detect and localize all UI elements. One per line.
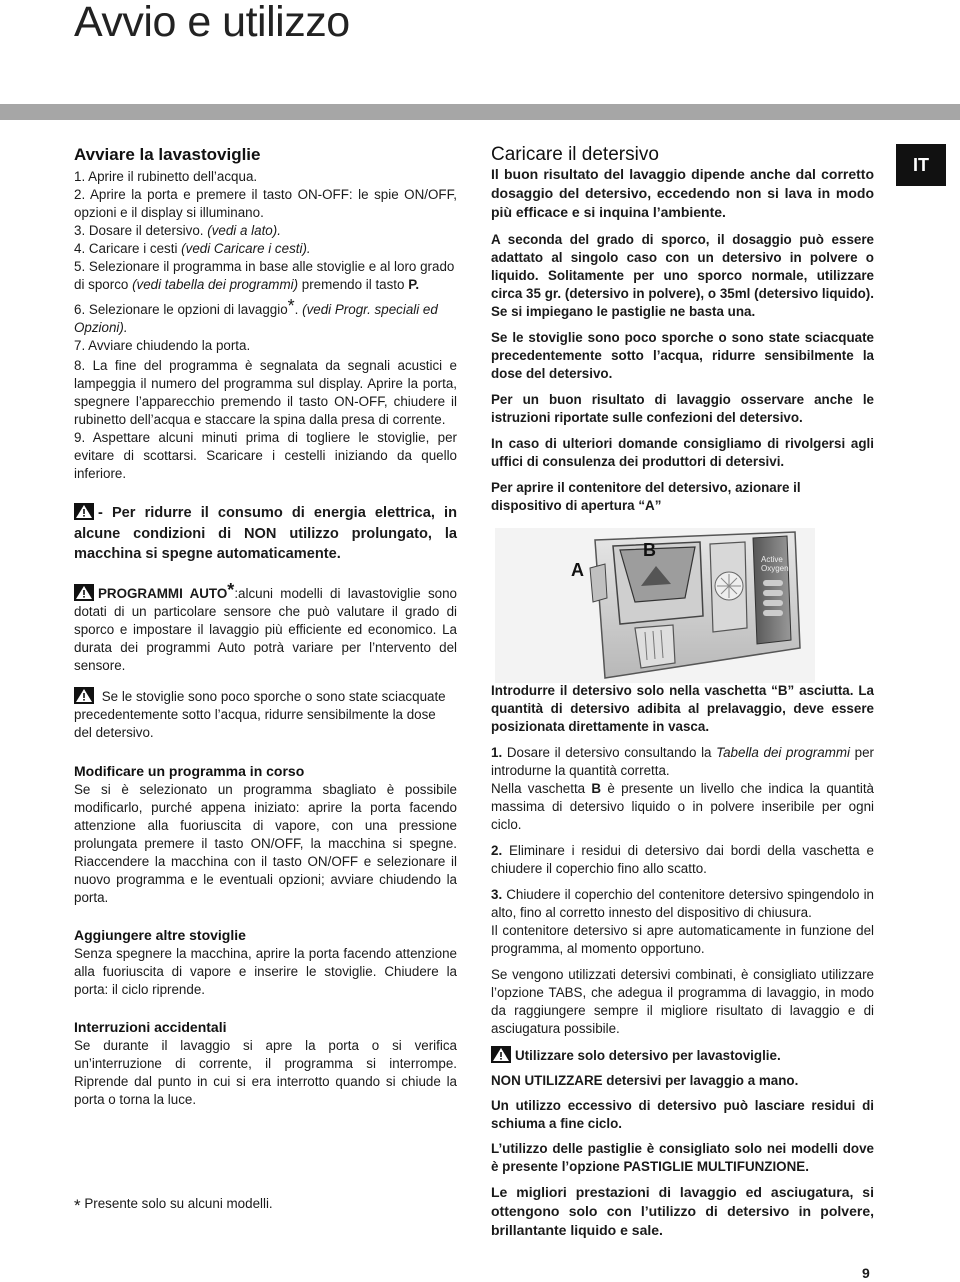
auto-programs-note: PROGRAMMI AUTO*:alcuni modelli di lavastoviglie sono dotati di un particolare sensore che può valutare il grado di sporco e impostare il lavaggio più efficiente ed economico. La durata dei programmi Auto potrà variare per l’ntervento del sensore. (74, 579, 457, 673)
modify-text: Se si è selezionato un programma sbagliato è possibile modificarlo, purché appena iniziato: aprire la porta facendo attenzione alla fuoriuscita di vapore, con una pressione prolungata premere il tasto ON/OFF, la macchina si spegne. Riaccendere la macchina con il tasto ON/OFF e selezionare il nuovo programma e le eventuali opzioni; avviare chiudendo la porta. (74, 781, 457, 905)
brand-label-line2: Oxygen (761, 564, 789, 573)
step-7: 7. Avviare chiudendo la porta. (74, 338, 251, 353)
warning-icon (491, 1046, 511, 1063)
step-3: 3. Dosare il detersivo. (vedi a lato). (74, 223, 281, 238)
warning-icon (74, 687, 94, 704)
compartment-b-text: Introdurre il detersivo solo nella vaschetta “B” asciutta. La quantità di detersivo adibita al prelavaggio, deve essere posizionata direttamente in vasca. (491, 683, 874, 734)
header-band (0, 104, 960, 120)
step-auto-open: Il contenitore detersivo si apre automaticamente in funzione del programma, al momento opportuno. (491, 923, 874, 956)
step-1: 1. Aprire il rubinetto dell’acqua. (74, 169, 258, 184)
left-column (74, 146, 457, 1109)
consult-text: In caso di ulteriori domande consigliamo di rivolgersi agli uffici di consulenza dei produttori di detersivi. (491, 436, 874, 469)
add-text: Senza spegnere la macchina, aprire la porta facendo attenzione alla fuoriuscita di vapore e inserire le stoviglie. Chiudere la porta: il ciclo riprende. (74, 945, 457, 997)
section-title-start: Avviare la lavastoviglie (74, 145, 261, 164)
warning-tablets: L’utilizzo delle pastiglie è consigliato solo nei modelli dove è presente l’opzione PASTIGLIE MULTIFUNZIONE. (491, 1141, 874, 1174)
section-title-add: Aggiungere altre stoviglie (74, 926, 246, 943)
interrupt-text: Se durante il lavaggio si apre la porta o si verifica un’interruzione di corrente, il programma si interrompe. Riprende dal punto in cui si era interrotto quando si chiude la porta o torna la luce. (74, 1037, 457, 1107)
section-title-interrupt: Interruzioni accidentali (74, 1018, 227, 1035)
step-9: 9. Aspettare alcuni minuti prima di togliere le stoviglie, per evitare di scottarsi. Scaricare i cestelli iniziando da quello inferiore. (74, 430, 457, 481)
label-b: B (643, 540, 656, 560)
section-title-detergent: Caricare il detersivo (491, 144, 659, 165)
step-clean: 2. Eliminare i residui di detersivo dai bordi della vaschetta e chiudere il coperchio fino allo scatto. (491, 843, 874, 876)
brand-label-line1: Active (761, 555, 783, 564)
language-tab: IT (896, 144, 946, 186)
detergent-intro: Il buon risultato del lavaggio dipende anche dal corretto dosaggio del detersivo, eccedendo non si lava in modo più efficace e si inquina l’ambiente. (491, 166, 874, 220)
warning-icon (74, 503, 94, 520)
footnote: * Presente solo su alcuni modelli. (74, 1196, 273, 1215)
tabs-option-text: Se vengono utilizzati detersivi combinati, è consigliato utilizzare l’opzione TABS, che adegua il programma di lavaggio, in modo da raggiungere sempre il migliore risultato di lavaggio e di asciugatura possibile. (491, 967, 874, 1036)
warning-dishwasher-only: Utilizzare solo detersivo per lavastoviglie. (491, 1046, 874, 1065)
step-dose-level: Nella vaschetta B è presente un livello che indica la quantità massima di detersivo liquido o in polvere inseribile per ogni ciclo. (491, 781, 874, 832)
warning-excess: Un utilizzo eccessivo di detersivo può lasciare residui di schiuma a fine ciclo. (491, 1098, 874, 1131)
step-6: 6. Selezionare le opzioni di lavaggio*. (vedi Progr. speciali ed Opzioni). (74, 296, 438, 335)
open-container-text: Per aprire il contenitore del detersivo, azionare il dispositivo di apertura “A” (491, 480, 801, 513)
step-4: 4. Caricare i cesti (vedi Caricare i cesti). (74, 241, 311, 256)
page-title: Avvio e utilizzo (74, 0, 350, 46)
instructions-text: Per un buon risultato di lavaggio osservare anche le istruzioni riportate sulle confezioni del detersivo. (491, 392, 874, 425)
energy-note: - Per ridurre il consumo di energia elettrica, in alcune condizioni di NON utilizzo prolungato, la macchina si spegne automaticamente. (74, 505, 457, 562)
dirty-dishes-note: Se le stoviglie sono poco sporche o sono state sciacquate precedentemente sotto l’acqua, ridurre sensibilmente la dose del detersivo. (74, 688, 446, 740)
right-column (491, 146, 874, 515)
best-performance-text: Le migliori prestazioni di lavaggio ed asciugatura, si ottengono solo con l’utilizzo di detersivo in polvere, brillantante liquido e sale. (491, 1184, 874, 1238)
step-close: 3. Chiudere il coperchio del contenitore detersivo spingendolo in alto, fino al corretto innesto del dispositivo di chiusura. (491, 887, 874, 920)
detergent-dispenser-figure (495, 528, 815, 683)
step-8: 8. La fine del programma è segnalata da segnali acustici e lampeggia il numero del programma sul display. Aprire la porta, spegnere l’apparecchio premendo il tasto ON-OFF, chiudere il rubinetto dell’acqua e staccare la spina dalla presa di corrente. (74, 358, 457, 427)
step-2: 2. Aprire la porta e premere il tasto ON-OFF: le spie ON/OFF, opzioni e il display si illuminano. (74, 187, 457, 220)
dosage-text: A seconda del grado di sporco, il dosaggio può essere adattato al singolo caso con un detersivo in polvere o liquido. Solitamente per uno sporco normale, utilizzare circa 35 gr. (detersivo in polvere), o 35ml (detersivo liquido). Se si impiegano le pastiglie ne basta una. (491, 232, 874, 319)
warning-icon (74, 584, 94, 601)
warning-no-hand-detergent: NON UTILIZZARE detersivi per lavaggio a mano. (491, 1073, 799, 1088)
low-soil-text: Se le stoviglie sono poco sporche o sono state sciacquate precedentemente sotto l’acqua, ridurre sensibilmente la dose del detersivo. (491, 330, 874, 381)
step-dose: 1. Dosare il detersivo consultando la Tabella dei programmi per introdurne la quantità corretta. (491, 745, 874, 778)
section-title-modify: Modificare un programma in corso (74, 762, 305, 779)
step-5: 5. Selezionare il programma in base alle stoviglie e al loro grado di sporco (vedi tabella dei programmi) premendo il tasto P. (74, 259, 455, 292)
page-number: 9 (862, 1265, 870, 1281)
label-a: A (571, 560, 584, 580)
right-column-lower (491, 682, 874, 1240)
